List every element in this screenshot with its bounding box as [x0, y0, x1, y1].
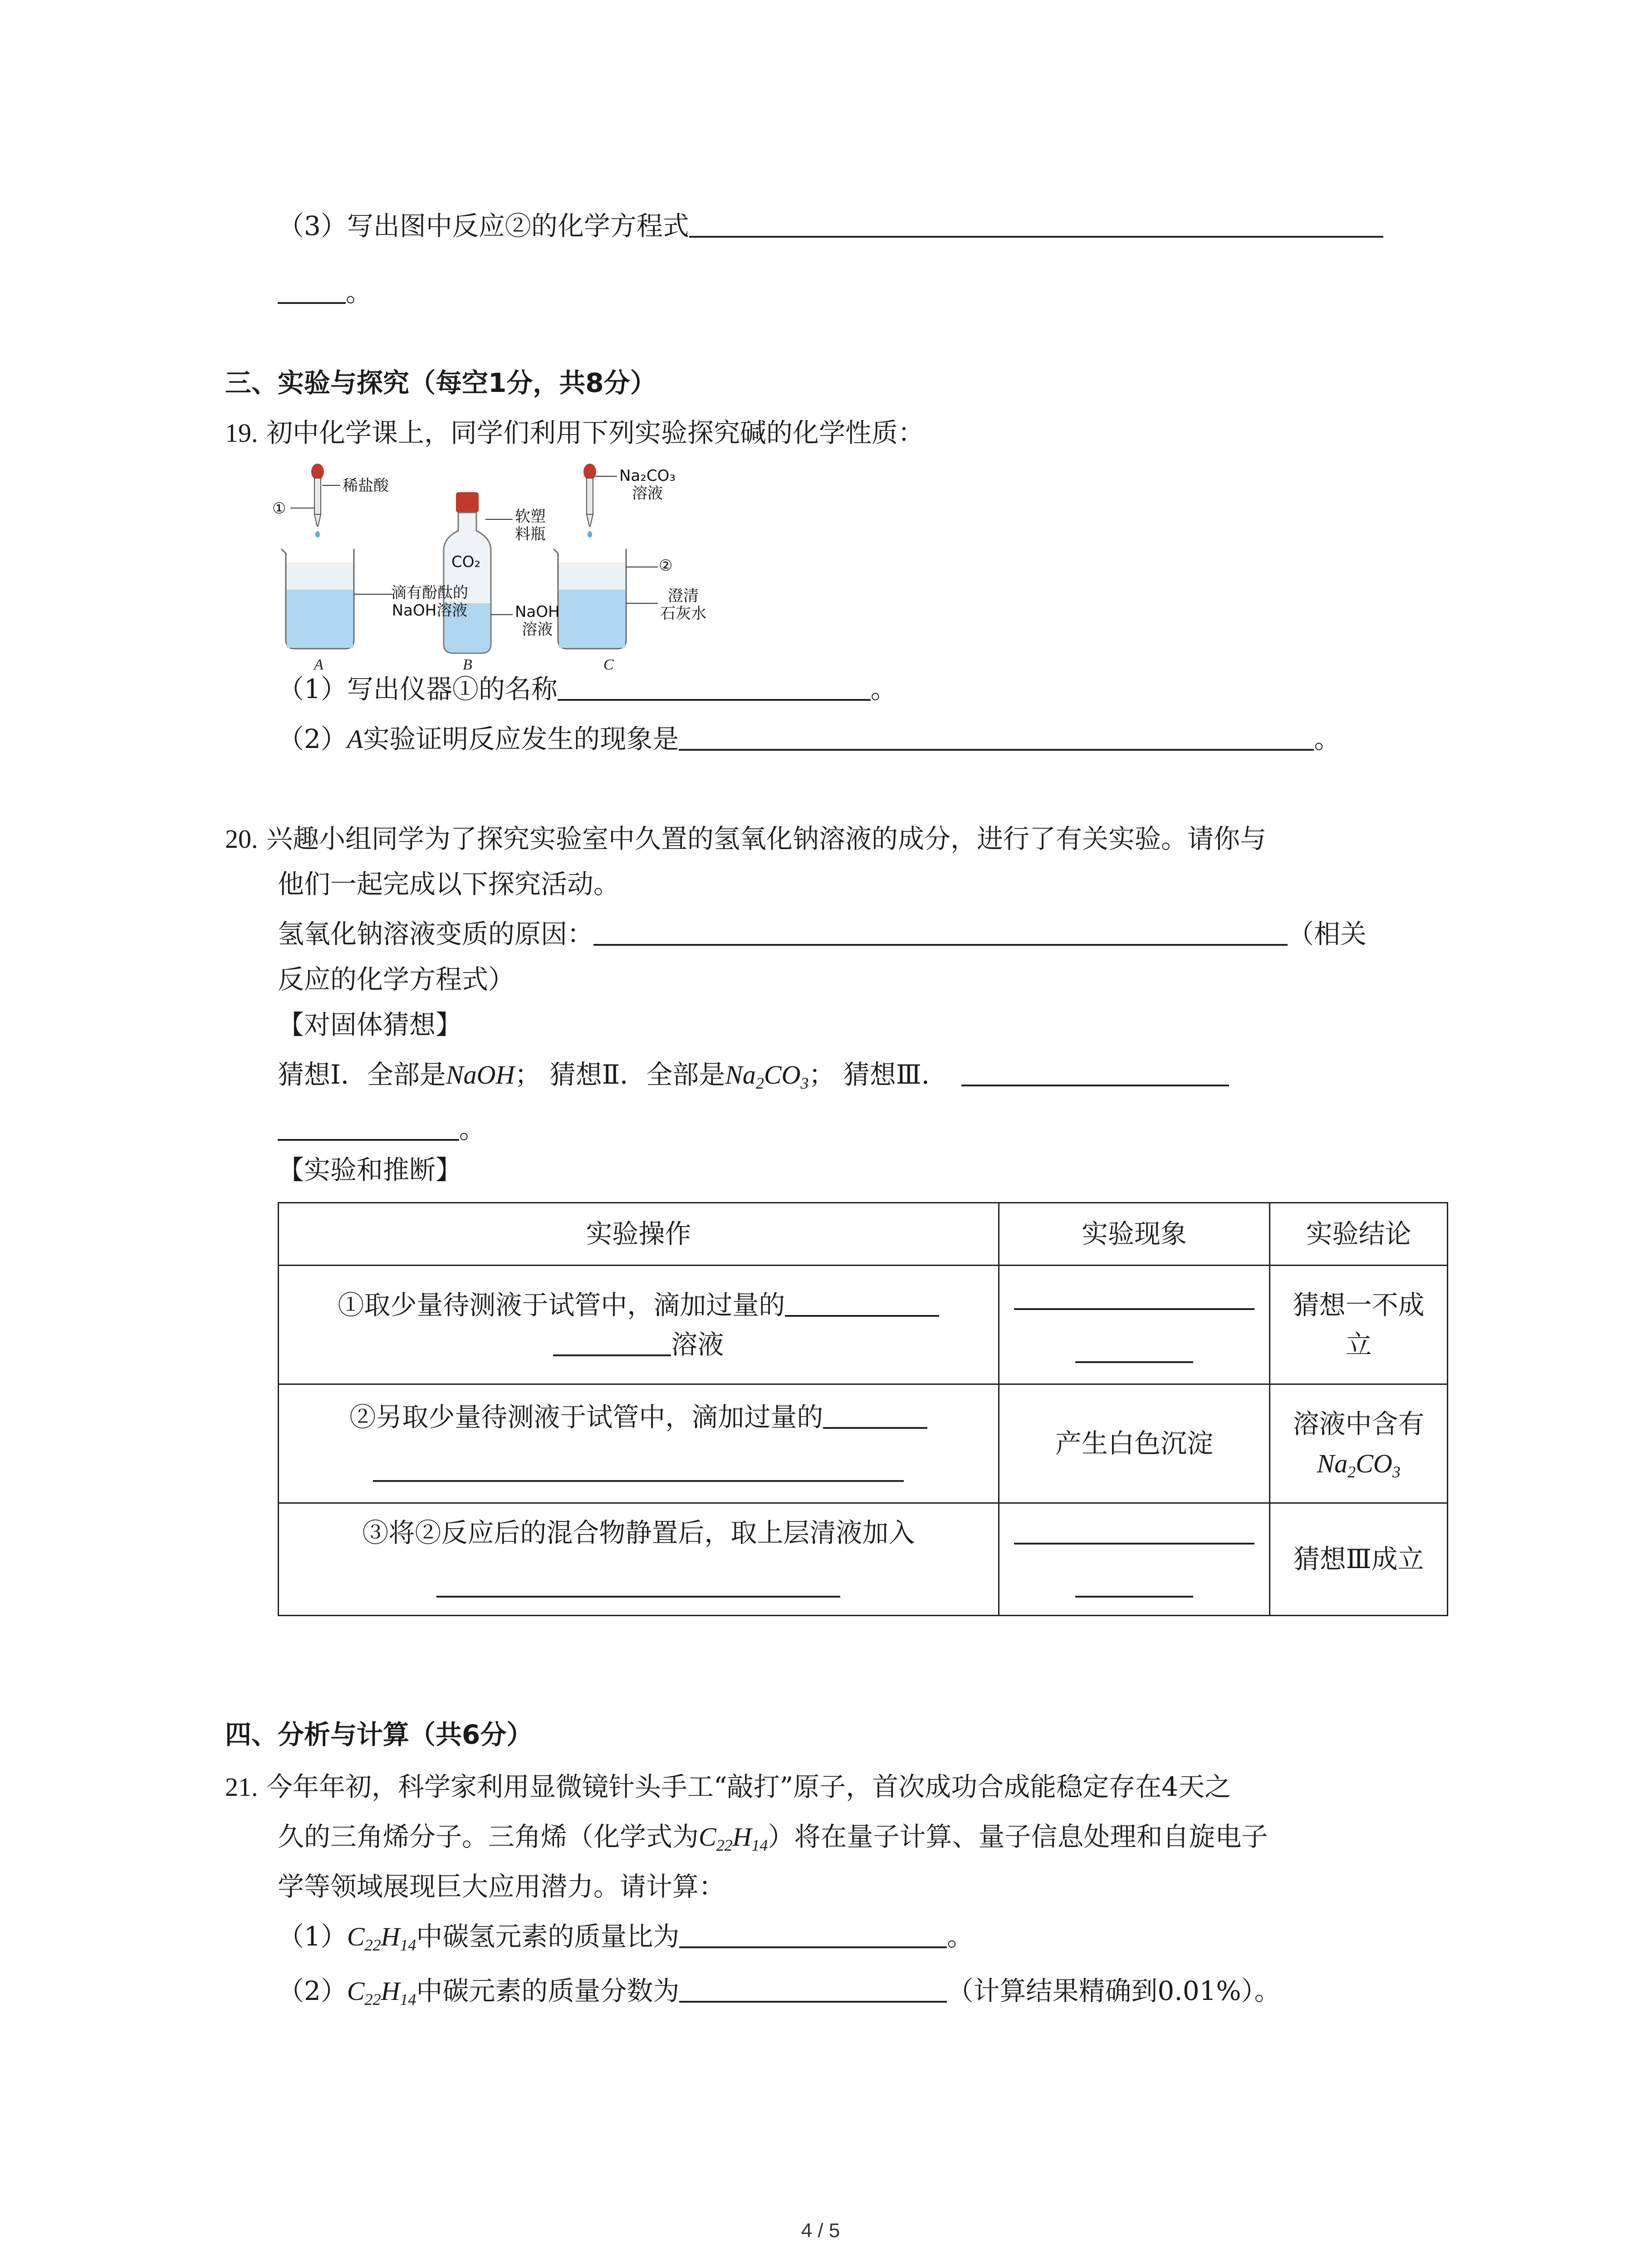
na2co3-label: Na₂CO₃ 溶液 [619, 467, 676, 503]
q20-guess3-blank-2[interactable] [278, 1139, 459, 1141]
section-4-heading: 四、分析与计算（共6分） [225, 1719, 533, 1750]
page-number: 4 / 5 [801, 2219, 840, 2242]
table-row [279, 1384, 1448, 1503]
tag-c: C [603, 656, 614, 673]
q19-number: 19. [225, 418, 258, 448]
header-operation: 实验操作 [279, 1203, 999, 1266]
dropper-a-icon [290, 464, 340, 538]
r1-reagent-blank-2[interactable] [553, 1354, 671, 1356]
q19-sub2-blank[interactable] [679, 748, 1314, 751]
limewater-label: 澄清 石灰水 [660, 587, 706, 623]
table-row [279, 1266, 1448, 1384]
q18-3-line2: 。 [278, 276, 372, 309]
r2-reagent-blank-2[interactable] [373, 1480, 904, 1482]
naoh-label: NaOH 溶液 [515, 603, 560, 639]
q20-guess-heading: 【对固体猜想】 [278, 1009, 462, 1040]
r1-operation: ①取少量待测液于试管中，滴加过量的 溶液 [279, 1266, 999, 1384]
r3-phenomenon [999, 1503, 1270, 1616]
table-row [279, 1503, 1448, 1616]
tag-b: B [463, 656, 472, 673]
q21-sub1-blank[interactable] [679, 1946, 947, 1948]
q21-sub2-blank[interactable] [679, 2000, 947, 2003]
r2-phenomenon: 产生白色沉淀 [999, 1384, 1270, 1503]
q21-stem-line2: 久的三角烯分子。三角烯（化学式为$C_{22}H_{14}$）将在量子计算、量子信息处理和自旋电子 [278, 1821, 1268, 1854]
r2-conclusion: 溶液中含有 $Na_2CO_3$ [1270, 1384, 1448, 1503]
dropper-c-icon [583, 464, 617, 538]
q18-3-answer-blank[interactable] [689, 235, 1383, 238]
q20-number: 20. [225, 824, 258, 854]
phenolphthalein-label: 滴有酚酞的 NaOH溶液 [391, 584, 468, 620]
beaker-c-icon [554, 549, 658, 649]
acid-label: 稀盐酸 [343, 477, 389, 495]
r3-operation: ③将②反应后的混合物静置后，取上层清液加入 [279, 1503, 999, 1616]
co2-label: CO₂ [451, 553, 481, 571]
plastic-bottle-b-icon [444, 492, 513, 653]
q19-experiment-figure [272, 458, 735, 676]
r1-phenomenon-blank-2[interactable] [1075, 1361, 1193, 1363]
q20-reason-line2: 反应的化学方程式） [278, 964, 515, 995]
q20-guess3-blank[interactable] [961, 1084, 1229, 1086]
tag-a: A [314, 656, 323, 673]
header-phenomenon: 实验现象 [999, 1203, 1270, 1266]
q20-stem-line2: 他们一起完成以下探究活动。 [278, 869, 620, 899]
triangulene-formula: $C_{22}H_{14}$ [699, 1822, 768, 1854]
circle-1-label: ① [272, 499, 286, 518]
beaker-a-icon [281, 549, 392, 649]
section-3-heading: 三、实验与探究（每空1分，共8分） [225, 367, 656, 398]
r3-conclusion: 猜想Ⅲ成立 [1270, 1503, 1448, 1616]
r3-phenomenon-blank-2[interactable] [1075, 1595, 1193, 1598]
q20-exp-heading: 【实验和推断】 [278, 1154, 462, 1185]
r2-operation: ②另取少量待测液于试管中，滴加过量的 [279, 1384, 999, 1503]
na2co3-formula: $Na_2CO_3$ [725, 1060, 809, 1092]
q21-stem-line3: 学等领域展现巨大应用潜力。请计算： [278, 1871, 725, 1902]
q21-sub1: $(1)C_{22}H_{14}$中碳氢元素的质量比为 。 [278, 1921, 974, 1954]
q20-reason: 氢氧化钠溶液变质的原因： （相关 [278, 919, 1367, 949]
header-conclusion: 实验结论 [1270, 1203, 1448, 1266]
r3-reagent-blank[interactable] [436, 1595, 840, 1598]
r1-phenomenon [999, 1266, 1270, 1384]
q20-guess-line2: 。 [278, 1113, 485, 1146]
q18-3-line [278, 210, 1383, 243]
q19-sub2: （2）A实验证明反应发生的现象是 。 [278, 723, 1341, 754]
q18-3-text: （3）写出图中反应②的化学方程式 [278, 210, 689, 241]
r1-conclusion: 猜想一不成立 [1270, 1266, 1448, 1384]
q19-sub1-blank[interactable] [558, 699, 871, 701]
q21-number: 21. [225, 1772, 258, 1802]
q20-reason-blank[interactable] [593, 943, 1288, 946]
bottle-label: 软塑 料瓶 [515, 508, 546, 544]
q18-3-answer-blank-2[interactable] [278, 302, 346, 304]
q20-guesses: 猜想Ⅰ．全部是NaOH； 猜想Ⅱ．全部是$Na_2CO_3$； 猜想Ⅲ． [278, 1058, 1229, 1092]
r2-formula: $Na_2CO_3$ [1317, 1448, 1401, 1481]
q19-text: 初中化学课上，同学们利用下列实验探究碱的化学性质： [266, 417, 924, 448]
r2-reagent-blank[interactable] [823, 1427, 927, 1429]
r1-phenomenon-blank[interactable] [1014, 1308, 1254, 1310]
table-header-row [279, 1203, 1448, 1266]
experiment-table [278, 1202, 1448, 1616]
q21-stem-line1: 21. 今年年初，科学家利用显微镜针头手工“敲打”原子，首次成功合成能稳定存在4天之 [225, 1771, 1231, 1802]
q19-sub1: （1）写出仪器①的名称 。 [278, 674, 897, 704]
q20-stem-line1: 20. 兴趣小组同学为了探究实验室中久置的氢氧化钠溶液的成分，进行了有关实验。请你与 [225, 823, 1266, 854]
r3-phenomenon-blank[interactable] [1014, 1542, 1254, 1545]
q21-sub2: $(2)C_{22}H_{14}$中碳元素的质量分数为 （计算结果精确到0.01%）。 [278, 1975, 1281, 2009]
r1-reagent-blank[interactable] [785, 1315, 939, 1317]
q19-stem [225, 416, 924, 450]
circle-2-label: ② [659, 557, 673, 575]
